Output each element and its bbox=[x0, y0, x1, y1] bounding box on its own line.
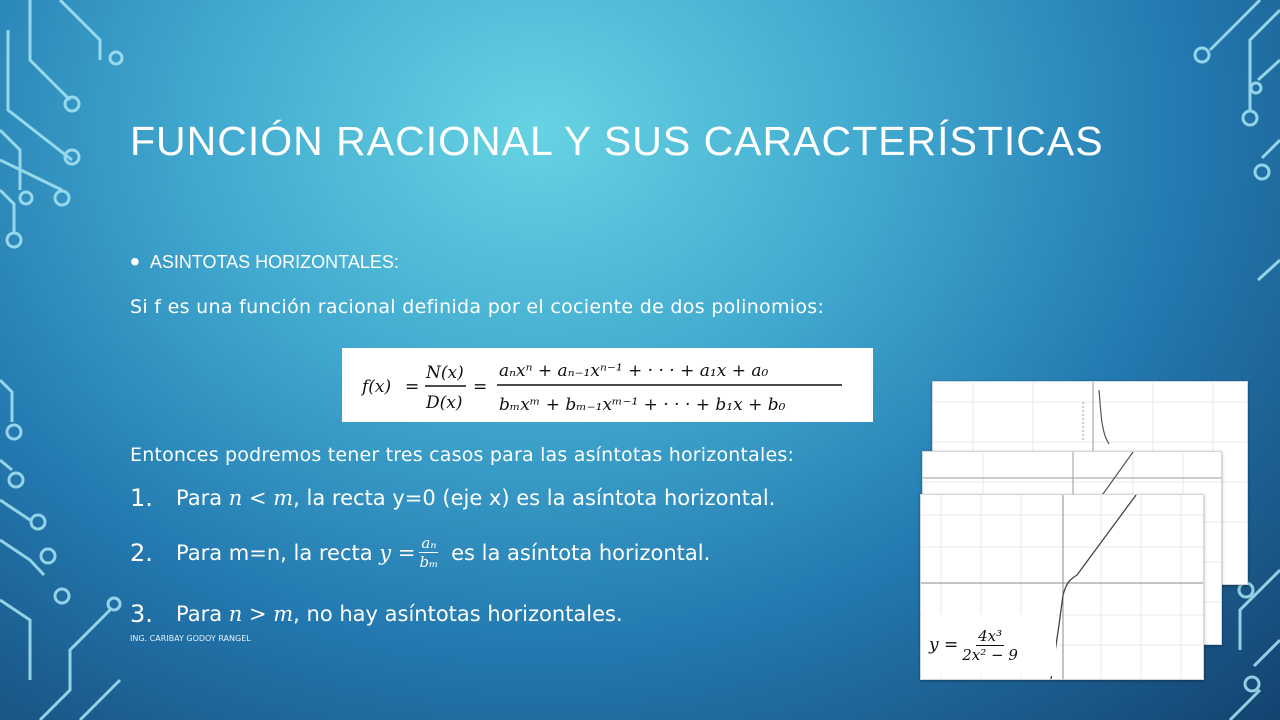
case-2 bbox=[130, 534, 710, 571]
case-2-number: 2. bbox=[130, 538, 153, 567]
footer-author: ING. CARIBAY GODOY RANGEL bbox=[130, 634, 251, 643]
formula-svg bbox=[342, 348, 873, 422]
case-2-frac-top: aₙ bbox=[421, 534, 437, 552]
cases-intro: Entonces podremos tener tres casos para las asíntotas horizontales: bbox=[130, 444, 795, 466]
formula-denominator: bₘxᵐ + bₘ₋₁xᵐ⁻¹ + · · · + b₁x + b₀ bbox=[499, 395, 786, 415]
case-3-post: , no hay asíntotas horizontales. bbox=[293, 602, 623, 626]
case-2-pre: Para m=n, la recta bbox=[176, 540, 380, 565]
graph-equation-fraction bbox=[962, 627, 1018, 664]
graph-equation-lhs: y = bbox=[929, 635, 959, 655]
bullet-heading bbox=[130, 246, 399, 278]
graph-equation-bottom: 2x² − 9 bbox=[962, 645, 1018, 664]
bullet-dot-icon: • bbox=[130, 246, 140, 277]
case-1-number: 1. bbox=[130, 484, 153, 512]
slide-title: FUNCIÓN RACIONAL Y SUS CARACTERÍSTICAS bbox=[130, 118, 1104, 164]
intro-text: Si f es una función racional definida por el cociente de dos polinomios: bbox=[130, 296, 825, 318]
graph-equation-top: 4x³ bbox=[978, 626, 1003, 645]
case-1-post: , la recta y=0 (eje x) es la asíntota horizontal. bbox=[293, 486, 776, 510]
graph-equation bbox=[923, 614, 1056, 676]
formula-ratio-bottom: D(x) bbox=[426, 393, 463, 413]
svg-text:=: = bbox=[405, 377, 420, 397]
case-2-math: y = bbox=[379, 540, 416, 565]
formula-ratio-top: N(x) bbox=[426, 363, 464, 383]
case-3-number: 3. bbox=[130, 600, 153, 628]
formula-lhs: f(x) bbox=[362, 377, 392, 397]
rational-function-formula bbox=[342, 348, 873, 422]
bullet-heading-text: ASINTOTAS HORIZONTALES: bbox=[149, 252, 399, 272]
case-2-fraction bbox=[419, 534, 438, 571]
case-3-pre: Para bbox=[176, 602, 229, 626]
case-2-frac-bottom: bₘ bbox=[419, 553, 439, 571]
svg-text:=: = bbox=[473, 377, 488, 397]
case-1-math: n < m bbox=[228, 486, 294, 510]
case-1-pre: Para bbox=[176, 486, 229, 510]
case-1 bbox=[130, 484, 775, 512]
formula-numerator: aₙxⁿ + aₙ₋₁xⁿ⁻¹ + · · · + a₁x + a₀ bbox=[499, 361, 769, 381]
case-3 bbox=[130, 600, 623, 628]
case-2-post: es la asíntota horizontal. bbox=[444, 540, 711, 565]
case-3-math: n > m bbox=[228, 602, 294, 626]
